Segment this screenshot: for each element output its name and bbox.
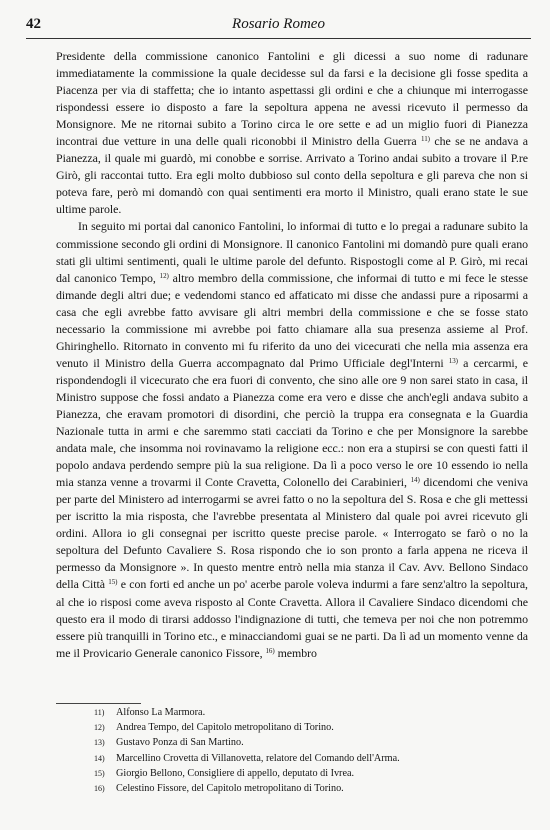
page-number: 42 xyxy=(26,16,41,32)
text-segment: che se ne andava a Pianezza, il quale mi guardò, mi conobbe e sorrise. Arrivato a Torino andai subito a trovare il P.re Girò, gli raccontai tutto. Era egli molto dubbioso sul conto della sepoltura e gli pareva che non si poteva fare, però mi domandò con quai sentimenti era morto il Ministro, quali erano state le sue ultime parole. xyxy=(56,134,528,217)
footnote-16 xyxy=(94,781,524,796)
body-text xyxy=(56,48,528,662)
footnote-14 xyxy=(94,751,524,766)
footnote-12 xyxy=(94,720,524,735)
text-segment: In seguito mi portai dal canonico Fantolini, lo informai di tutto e lo pregai a radunare subito la commissione secondo gli ordini di Monsignore. Il canonico Fantolini mi domandò pure quali erano stati gli ultimi sentimenti, quali le ultime parole del defunto. Rispostogli come al P. Girò, mi recai dal canonico Tempo, xyxy=(56,219,528,285)
footnote-text: Alfonso La Marmora. xyxy=(116,707,206,718)
footnote-text: Giorgio Bellono, Consigliere di appello, deputato di Ivrea. xyxy=(116,767,355,779)
footnote-number: 13) xyxy=(94,738,105,748)
footnote-13 xyxy=(94,735,524,750)
footnote-ref-16: 16) xyxy=(265,646,275,655)
paragraph-1 xyxy=(56,48,528,218)
footnote-number: 14) xyxy=(94,753,105,763)
footnote-rule xyxy=(56,703,141,704)
footnotes xyxy=(94,705,524,796)
text-segment: Presidente della commissione canonico Fantolini e gli dicessi a suo nome di radunare immediatamente la commissione la quale decidesse sul da farsi e la decisione gli fosse spedita a Piacenza per via di staffetta; che io intanto aspettassi gli ordini e che a chiunque mi interrogasse rispondessi essere io disposto a fare la sepoltura appena ne avessi ricevuto il permesso da Monsignore. Me ne ritornai subito a Torino circa le ore sette e ad un miglio fuori di Pianezza incontrai due vetture in una delle quali riconobbi il Ministro della Guerra xyxy=(56,49,528,149)
page-header xyxy=(26,16,531,38)
footnote-text: Andrea Tempo, del Capitolo metropolitano di Torino. xyxy=(116,722,334,734)
footnote-text: Celestino Fissore, del Capitolo metropolitano di Torino. xyxy=(116,783,344,795)
footnote-ref-13: 13) xyxy=(448,356,458,365)
running-title: Rosario Romeo xyxy=(232,16,325,32)
footnote-ref-14: 14) xyxy=(410,476,420,485)
footnote-number: 16) xyxy=(94,784,105,794)
footnote-ref-12: 12) xyxy=(159,271,169,280)
footnote-text: Marcellino Crovetta di Villanovetta, relatore del Comando dell'Arma. xyxy=(116,752,400,764)
footnote-11 xyxy=(94,705,524,720)
footnote-number: 12) xyxy=(94,723,105,733)
text-segment: e con forti ed anche un po' acerbe parole voleva indurmi a fare senz'altro la sepoltura, al che io risposi come aveva risposto al Conte Cravetta. Allora il Cavaliere Sindaco dicendomi che questo era il modo di tirarsi addosso l'indignazione di tutti, che temeva per noi che non potremmo essere più tranquilli in Torino etc., e minacciandomi guai se ne parti. Da lì ad un momento venne da me il Provicario Generale canonico Fissore, xyxy=(56,577,528,660)
paragraph-2 xyxy=(56,218,528,661)
text-segment: dicendomi che veniva per parte del Ministero ad interrogarmi se avrei fatto o no la sepoltura del S. Rosa e che gli mettessi per iscritto la mia risposta, che l'avrebbe presentata al Ministero dal quale poi avrei ricevuto gli ordini. Allora io gli consegnai per iscritto queste precise parole. « Interrogato se farò o no la sepoltura del Defunto Cavaliere S. Rosa rispondo che io son pronto a farla appena ne riceva il permesso da Monsignore ». In questo mentre entrò nella mia stanza il Cav. Avv. Bellono Sindaco della Città xyxy=(56,475,528,592)
footnote-number: 11) xyxy=(94,708,105,717)
footnote-ref-15: 15) xyxy=(108,578,118,587)
footnote-text: Gustavo Ponza di San Martino. xyxy=(116,737,244,749)
text-segment: altro membro della commissione, che informai di tutto e mi fece le stesse dimande degli altri due; e vedendomi stanco ed affaticato mi disse che andassi pure a riposarmi a casa che egli avrebbe fatto avvisare gli altri membri della commissione e che se fosse stato necessario la commissione mi avrebbe poi fatto chiamare alla sua presenza assieme al Prof. Ghiringhello. Ritornato in convento mi fu riferito da uno dei vicecurati che nella mia assenza era venuto il Ministro della Guerra accompagnato dal Primo Ufficiale degl'Interni xyxy=(56,270,528,370)
text-segment: membro xyxy=(277,645,317,660)
text-segment: a cercarmi, e rispondendogli il vicecurato che era fuori di convento, che sino alle ore 9 non sarei stato in casa, il Ministro suppose che fossi andato a Pianezza come era vero e disse che anch'egli andava subito a Pianezza, che eravam promotori di disordini, che perciò la truppa era consegnata e la Guardia Nazionale tutta in armi e che saremmo stati cacciati da Torino e che per Monsignore la sarebbe andata male, che insomma noi rovinavamo la religione ecc.: non era a stupirsi se con questi fatti il popolo andava perdendo sempre più la sua religione. Da lì a poco verso le ore 10 essendo io nella mia stanza venne a trovarmi il Conte Cravetta, Colonello dei Carabinieri, xyxy=(56,355,528,490)
footnote-number: 15) xyxy=(94,768,105,778)
header-rule xyxy=(26,38,531,39)
footnote-15 xyxy=(94,766,524,781)
footnote-ref-11: 11) xyxy=(421,135,430,144)
